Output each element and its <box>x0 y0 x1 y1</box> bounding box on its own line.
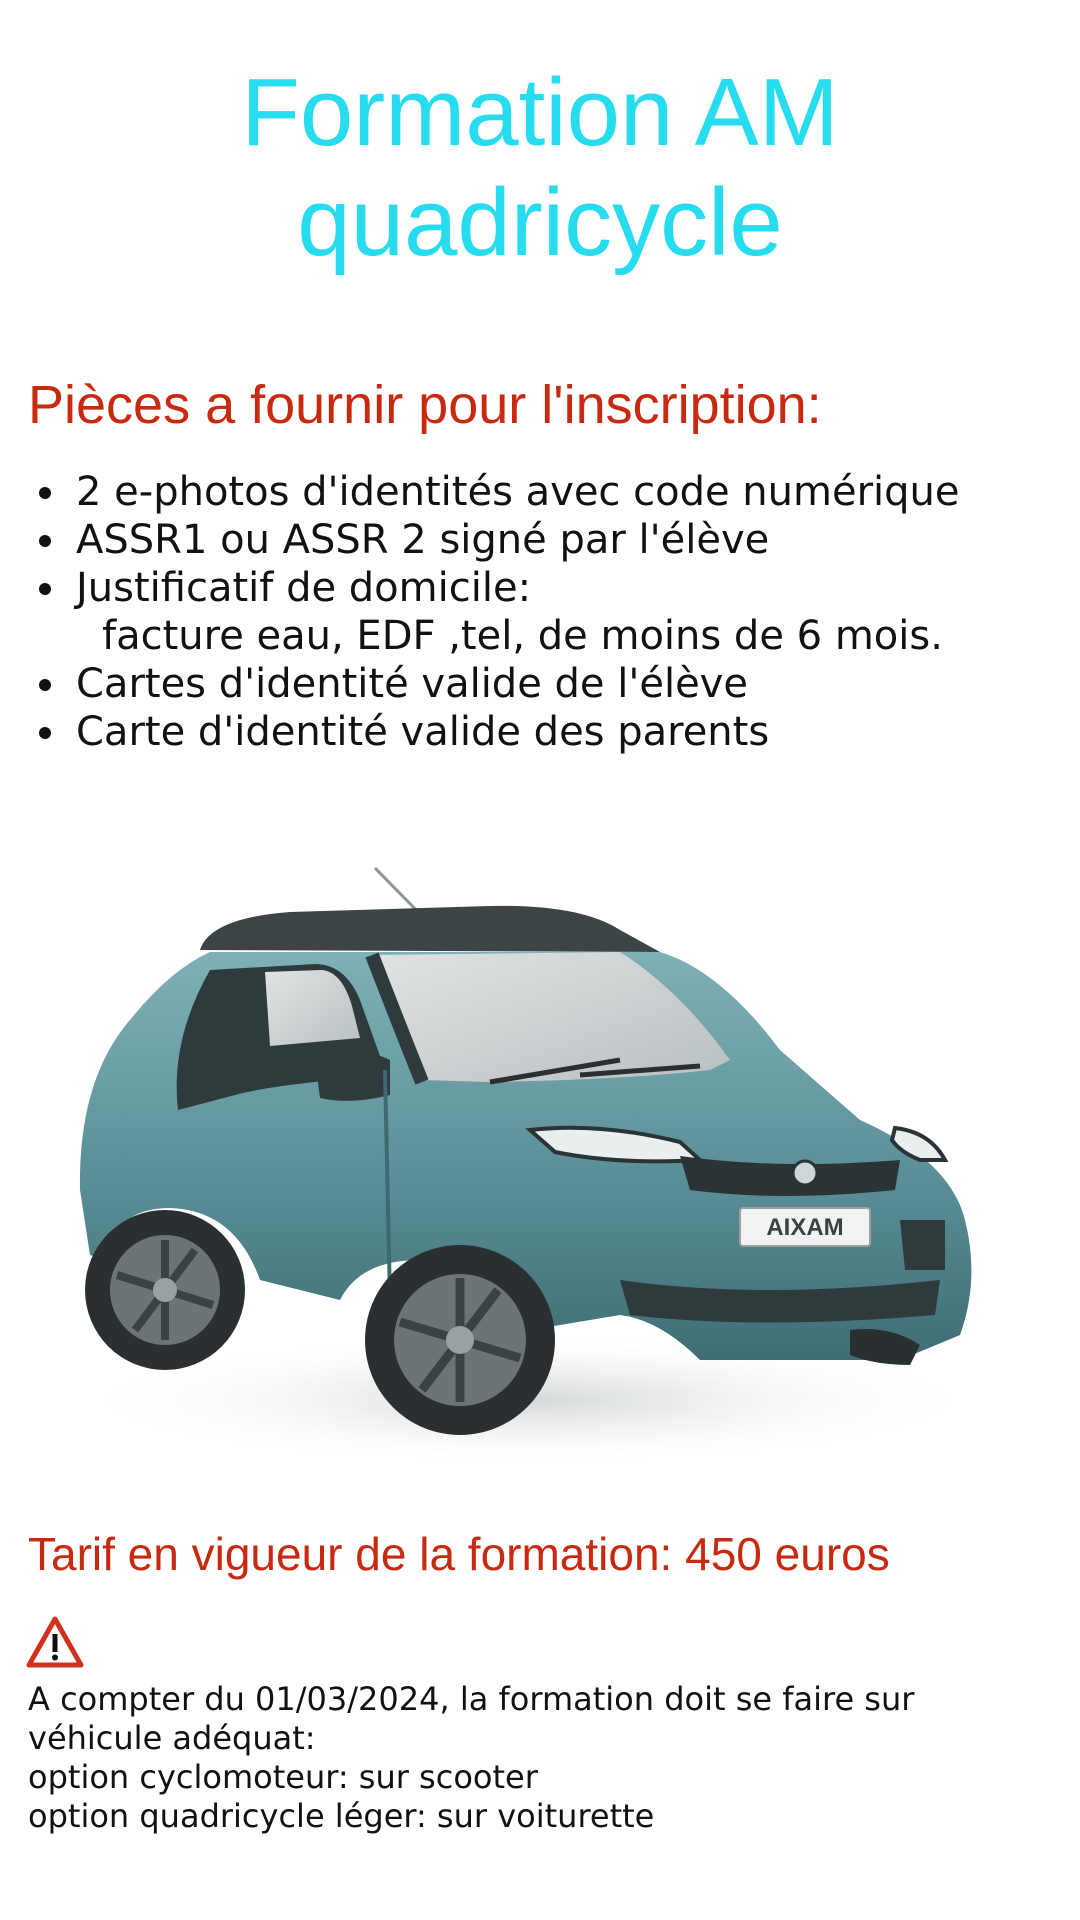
bullet-icon <box>39 727 51 739</box>
bullet-icon <box>39 679 51 691</box>
quadricycle-car-image <box>60 860 1020 1480</box>
notice-text <box>28 1680 1058 1836</box>
notice-line: option quadricycle léger: sur voiturette <box>28 1797 655 1835</box>
list-item <box>28 468 1058 516</box>
requirements-list <box>28 468 1058 756</box>
requirements-heading: Pièces a fournir pour l'inscription: <box>28 375 822 435</box>
list-item <box>28 516 1058 564</box>
requirement-photos: 2 e-photos d'identités avec code numérique <box>76 469 960 515</box>
page-title-line-2: quadricycle <box>297 169 783 276</box>
warning-triangle-icon <box>26 1616 84 1668</box>
requirement-id-student: Cartes d'identité valide de l'élève <box>76 661 748 707</box>
plate-text: AIXAM <box>766 1214 844 1241</box>
notice-line: option cyclomoteur: sur scooter <box>28 1758 538 1796</box>
requirement-domicile: Justificatif de domicile: <box>76 565 532 611</box>
list-item <box>28 708 1058 756</box>
notice-line: A compter du 01/03/2024, la formation doit se faire sur <box>28 1680 915 1718</box>
price-text: Tarif en vigueur de la formation: 450 euros <box>28 1528 890 1580</box>
page-title <box>0 58 1080 278</box>
requirement-id-parents: Carte d'identité valide des parents <box>76 709 770 755</box>
list-item <box>28 564 1058 660</box>
notice-line: véhicule adéquat: <box>28 1719 316 1757</box>
page-title-line-1: Formation AM <box>241 59 839 166</box>
requirement-domicile-detail: facture eau, EDF ,tel, de moins de 6 mois. <box>102 613 943 659</box>
bullet-icon <box>39 535 51 547</box>
bullet-icon <box>39 487 51 499</box>
bullet-icon <box>39 583 51 595</box>
requirement-assr: ASSR1 ou ASSR 2 signé par l'élève <box>76 517 770 563</box>
list-item <box>28 660 1058 708</box>
